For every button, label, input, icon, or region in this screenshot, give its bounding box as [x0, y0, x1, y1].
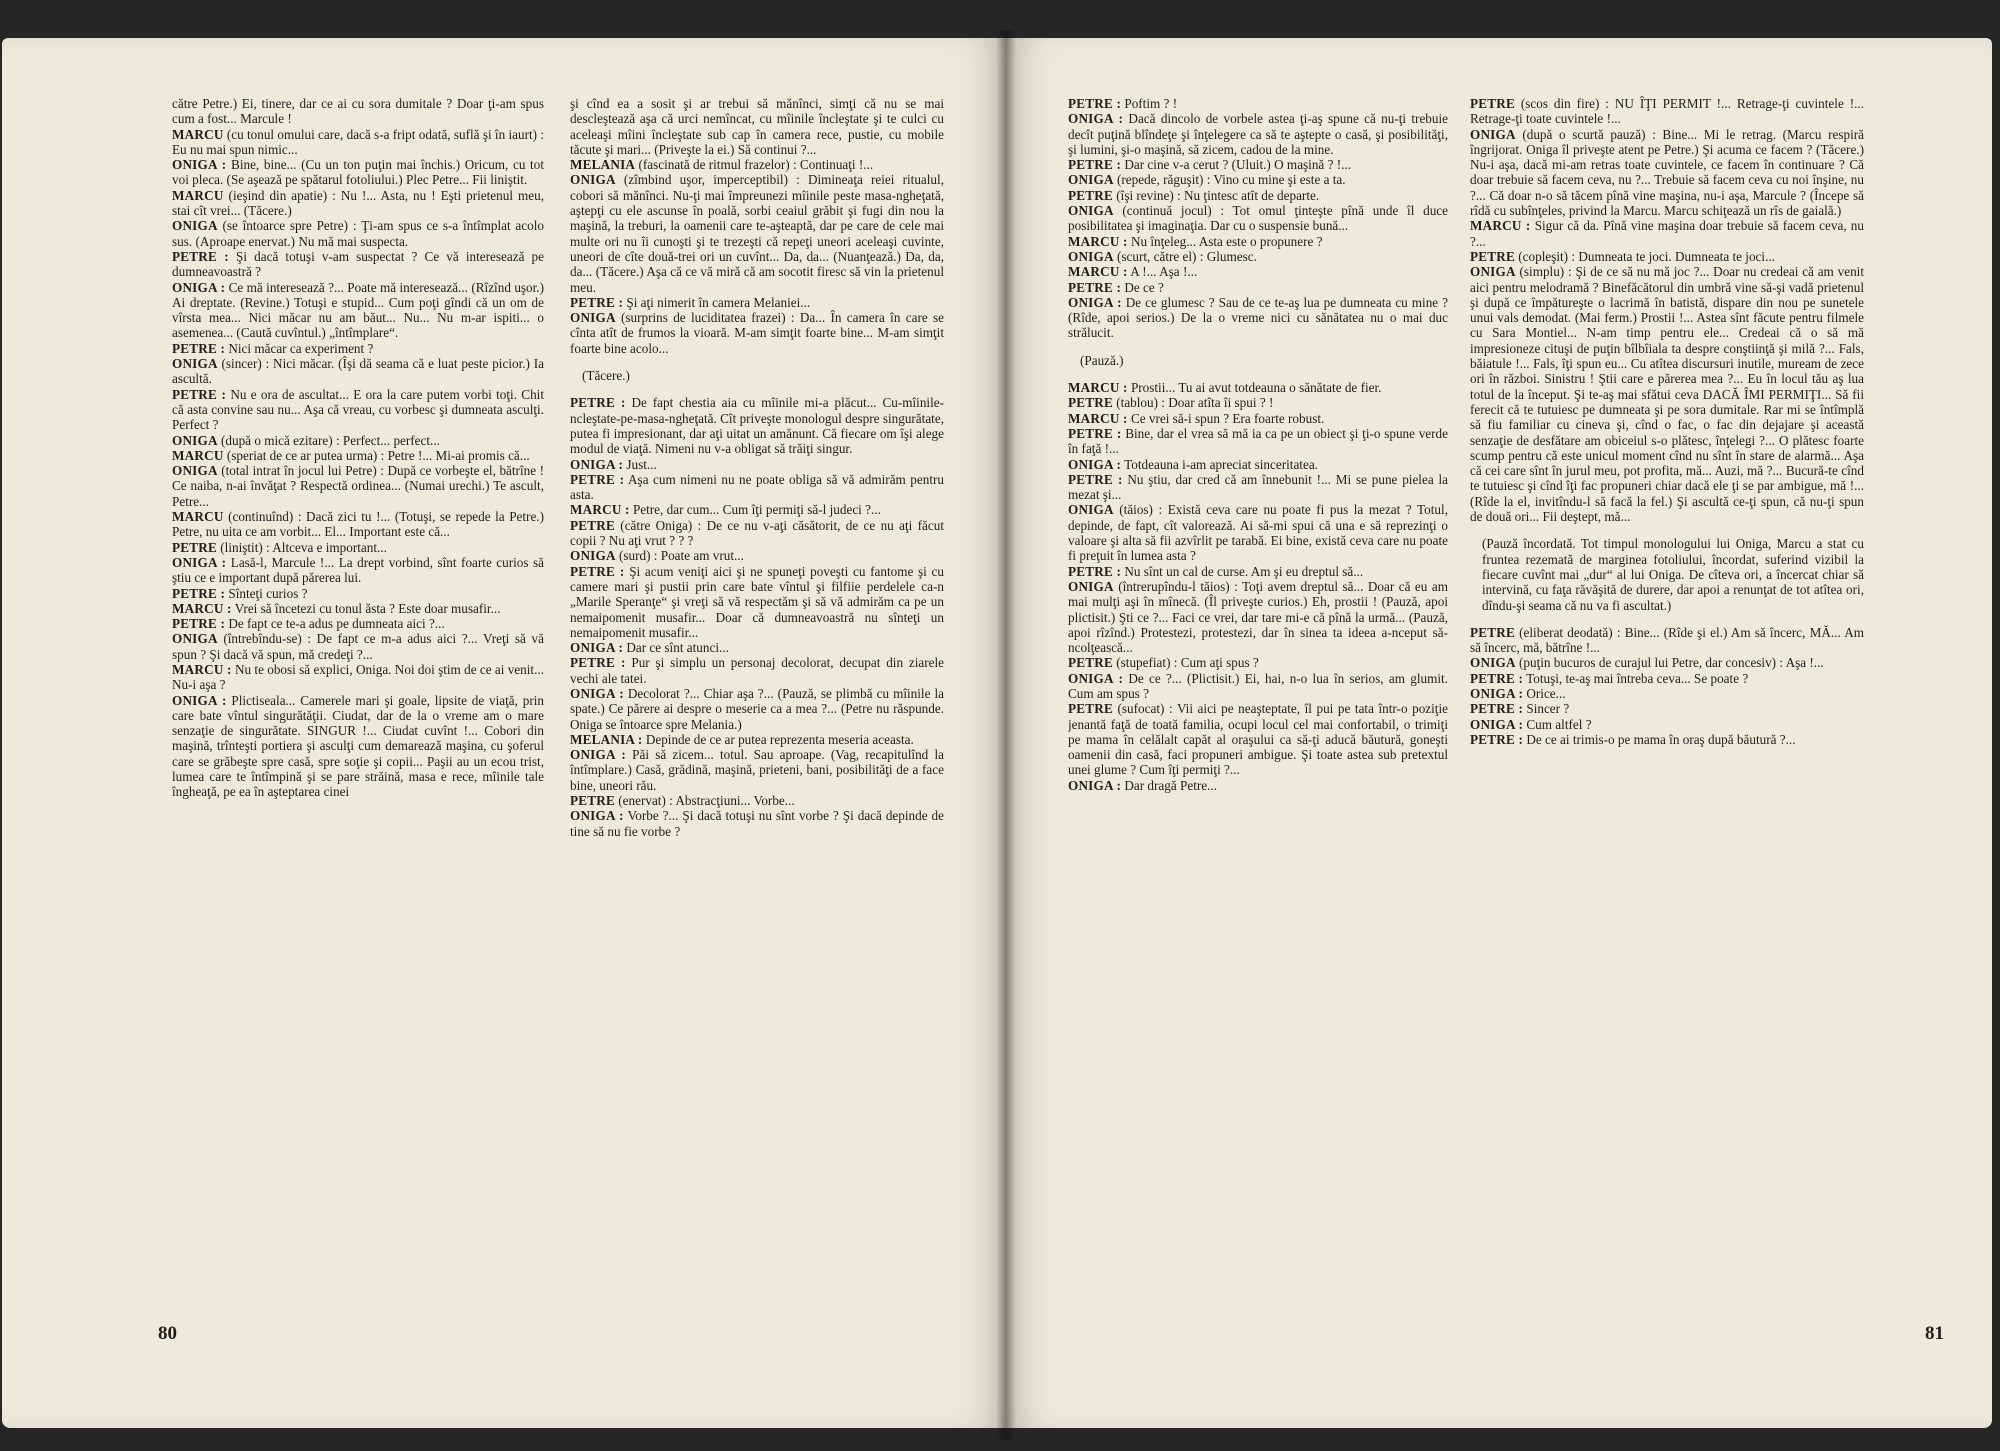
speaker-name: MARCU : — [172, 661, 232, 677]
dialogue-line — [1470, 127, 1864, 219]
dialogue-text: Plictiseala... Camerele mari şi goale, lipsite de viaţă, prin care bate vîntul singurătăţii. Ciudat, dar de la o vreme am o mare senzaţie de singurătate. SINGUR !... Ciudat cuvînt !... Cobori din maşină, trînteşti portiera şi asculţi cum demarează maşina, cu şoferul care se grăbeşte spre casă, spre soţie şi copii... Paşii au un ecou trist, lumea care te întîmpină şi se pare străină, masa e rece, mîinile tale îngheaţă, pe ea în aşteptarea cinei — [172, 692, 544, 800]
speaker-name: PETRE : — [1068, 157, 1122, 173]
dialogue-line — [570, 457, 944, 472]
dialogue-line — [172, 540, 544, 555]
speaker-name: ONIGA — [1068, 172, 1114, 188]
dialogue-line — [1470, 717, 1864, 732]
dialogue-line — [570, 395, 944, 456]
dialogue-text: (repede, răguşit) : Vino cu mine şi este a ta. — [1113, 172, 1346, 188]
dialogue-text: (speriat de ce ar putea urma) : Petre !... Mi-ai promis că... — [223, 447, 530, 463]
dialogue-line — [1470, 686, 1864, 701]
dialogue-line — [172, 341, 544, 356]
speaker-name: PETRE : — [172, 248, 229, 264]
speaker-name: ONIGA : — [570, 747, 626, 763]
dialogue-line — [1068, 655, 1448, 670]
dialogue-line — [1470, 264, 1864, 524]
dialogue-line — [570, 808, 944, 839]
speaker-name: PETRE : — [570, 395, 626, 411]
dialogue-text: Şi acum veniţi aici şi ne spuneţi poveşti cu fantome şi cu camere mari şi pustii prin care bate vîntul şi filfiie perdelele ca-n „Marile Speranţe“ şi vreţi să vă respectăm şi să vă admirăm ca pe un nemaipomenit musafir... Doar că dumneavoastră nu sînteţi un nemaipomenit musafir... — [570, 563, 944, 640]
dialogue-text: Petre, dar cum... Cum îţi permiţi să-l judeci ?... — [629, 502, 881, 518]
page-number-left: 80 — [158, 1323, 177, 1344]
dialogue-text: Pur şi simplu un personaj decolorat, decupat din ziarele vechi ale tatei. — [570, 655, 944, 686]
dialogue-text: Poftim ? ! — [1121, 96, 1178, 111]
speaker-name: PETRE : — [1470, 670, 1524, 686]
dialogue-text: A !... Aşa !... — [1127, 264, 1198, 280]
speaker-name: PETRE : — [1068, 563, 1122, 579]
speaker-name: PETRE — [1068, 701, 1113, 717]
speaker-name: ONIGA : — [570, 808, 624, 824]
dialogue-text: (copleşit) : Dumneata te joci. Dumneata te joci... — [1514, 248, 1775, 264]
speaker-name: ONIGA — [172, 356, 218, 372]
dialogue-text: (sufocat) : Vii aici pe neaşteptate, îl pui pe tata într-o poziţie jenantă faţă de toată familia, ocupi locul cel mai confortabil, o trimiţi pe mama în celălalt capăt al oraşului ca să-ţi aducă băutură, goneşti oamenii din casă, faci propuneri ambigue. Şi toate astea sub pretextul unei glume ? Cum îţi permiţi ?... — [1068, 701, 1448, 778]
dialogue-line — [1470, 625, 1864, 656]
dialogue-line — [172, 586, 544, 601]
speaker-name: MARCU : — [172, 600, 232, 616]
speaker-name: PETRE : — [172, 386, 227, 402]
dialogue-line — [1068, 426, 1448, 457]
dialogue-line — [1068, 264, 1448, 279]
dialogue-text: De ce glumesc ? Sau de ce te-aş lua pe dumneata cu mine ? (Rîde, apoi serios.) De la o vreme nici cu sănătatea nu o mai duc strălucit. — [1068, 294, 1448, 341]
dialogue-line — [1068, 249, 1448, 264]
stage-direction: (Pauză.) — [1080, 352, 1124, 368]
dialogue-text: Bine, bine... (Cu un ton puţin mai închis.) Oricum, cu tot voi pleca. (Se aşează pe spătarul fotoliului.) Plec Petre... Fii liniştit. — [172, 157, 544, 188]
dialogue-text: (continuînd) : Dacă zici tu !... (Totuşi, se repede la Petre.) Petre, nu uita ce am vorbit... El... Important este că... — [172, 509, 544, 540]
dialogue-line — [570, 793, 944, 808]
speaker-name: ONIGA : — [172, 692, 227, 708]
stage-direction: (Tăcere.) — [582, 368, 630, 384]
dialogue-text: Vorbe ?... Şi dacă totuşi nu sînt vorbe ? Şi dacă depinde de tine să nu fie vorbe ? — [570, 808, 944, 839]
page-number-right: 81 — [1925, 1323, 1944, 1344]
speaker-name: ONIGA — [1068, 248, 1114, 264]
dialogue-line — [1068, 203, 1448, 234]
dialogue-text: (continuă jocul) : Tot omul ţinteşte pînă unde îl duce posibilitatea şi imaginaţia. Dar cu o suspensie bună... — [1068, 203, 1448, 234]
speaker-name: PETRE : — [1470, 701, 1524, 717]
speaker-name: ONIGA — [172, 463, 218, 479]
speaker-name: PETRE : — [1068, 425, 1122, 441]
speaker-name: MARCU : — [1068, 264, 1128, 280]
speaker-name: PETRE : — [1068, 96, 1122, 111]
dialogue-text: Nici măcar ca experiment ? — [225, 340, 374, 356]
dialogue-text: (puţin bucuros de curajul lui Petre, dar concesiv) : Aşa !... — [1515, 655, 1824, 671]
dialogue-text: Şi aţi nimerit în camera Melaniei... — [623, 294, 811, 310]
dialogue-line — [172, 157, 544, 188]
speaker-name: ONIGA : — [1470, 716, 1524, 732]
dialogue-line — [570, 472, 944, 503]
speaker-name: PETRE : — [570, 563, 625, 579]
dialogue-line — [1068, 188, 1448, 203]
speaker-name: MARCU — [172, 187, 224, 203]
dialogue-line — [1068, 280, 1448, 295]
right-page-column-1 — [1068, 96, 1448, 1286]
dialogue-text: (liniştit) : Altceva e important... — [216, 539, 387, 555]
right-page-column-2 — [1470, 96, 1864, 1286]
dialogue-line — [172, 96, 544, 127]
speaker-name: MARCU — [172, 509, 224, 525]
dialogue-text: Nu e ora de ascultat... E ora la care putem vorbi toţi. Chit că asta convine sau nu... Aşa că vreau, cu vorbesc şi dumneata asculţi. Perfect ? — [172, 386, 544, 433]
speaker-name: PETRE : — [1068, 279, 1122, 295]
speaker-name: ONIGA — [570, 548, 616, 564]
dialogue-line — [172, 249, 544, 280]
speaker-name: PETRE — [172, 539, 217, 555]
dialogue-line — [570, 172, 944, 294]
dialogue-line — [570, 640, 944, 655]
speaker-name: ONIGA — [570, 310, 616, 326]
speaker-name: ONIGA : — [1068, 777, 1122, 793]
dialogue-text: Dar dragă Petre... — [1121, 777, 1217, 793]
dialogue-text: Prostii... Tu ai avut totdeauna o sănătate de fier. — [1127, 380, 1382, 396]
dialogue-text: Păi să zicem... totul. Sau aproape. (Vag, recapitulînd la întîmplare.) Casă, grădină, maşină, prieteni, bani, posibilităţi de a face bine, uneori rău. — [570, 747, 944, 793]
dialogue-line — [1068, 411, 1448, 426]
dialogue-line — [1068, 395, 1448, 410]
dialogue-text: Cum altfel ? — [1523, 716, 1592, 732]
dialogue-line — [172, 463, 544, 509]
dialogue-text: (scurt, către el) : Glumesc. — [1113, 248, 1257, 264]
speaker-name: PETRE — [1068, 395, 1113, 411]
dialogue-text: (simplu) : Şi de ce să nu mă joc ?... Doar nu credeai că am venit aici pentru melodramă ? Binefăcătorul din umbră vine să-şi vadă prietenul şi după ce împătureşte o lacrimă în batistă, dispare din nou pe sunetele unui vals demodat. (Mai ferm.) Prostii !... Astea sînt făcute pentru filmele cu Sara Montiel... N-am timp pentru ele... Credeai că o să mă impresioneze cituşi de puţin bîlbîiala ta despre conştiinţă şi milă ?... Fals, băiatule !... Fals, îţi spun eu... Cu atîtea discursuri inutile, muream de zece ori în război. Sinistru ! Ştii care e părerea mea ?... Eu în locul tău aş lua totul de la început. Şi te-aş mai sfătui ceva DACĂ ÎMI PERMIŢI... Să fii ferecit că te tutuiesc pe dumneata şi pe sora dumitale. Rar mi se întîmplă să fiu familiar cu cineva şi, cînd o fac, o fac din dejajare şi această senzaţie de desfătare am obiceiul s-o plătesc, înţelegi ?... O plătesc foarte scump pentru că este unicul moment cînd nu sînt în stare de alarmă... Aşa că cei care sînt în jurul meu, pot profita, mă... Auzi, mă ?... Bucură-te cînd te tutuiesc şi cînd îţi fac propuneri chiar dacă ele ţi se par ambigue, mă !... (Rîde la el, invitîndu-l să facă la fel.) Şi ascultă ce-ţi spun, că nu-ţi spun de două ori... Fii deştept, mă... — [1470, 264, 1864, 525]
dialogue-line — [1470, 249, 1864, 264]
speaker-name: ONIGA — [1470, 264, 1516, 280]
speaker-name: ONIGA : — [570, 685, 624, 701]
dialogue-text: Ce vrei să-i spun ? Era foarte robust. — [1127, 410, 1325, 426]
speaker-name: ONIGA — [1470, 126, 1516, 142]
speaker-name: ONIGA — [1068, 502, 1114, 518]
dialogue-line — [1068, 502, 1448, 563]
dialogue-line — [172, 448, 544, 463]
dialogue-line — [1470, 96, 1864, 127]
dialogue-line — [1068, 564, 1448, 579]
dialogue-line — [1068, 701, 1448, 777]
dialogue-line — [172, 601, 544, 616]
dialogue-text: Nu sînt un cal de curse. Am şi eu dreptul să... — [1121, 563, 1364, 579]
dialogue-line — [570, 295, 944, 310]
dialogue-line — [570, 564, 944, 640]
dialogue-text: (după o scurtă pauză) : Bine... Mi le retrag. (Marcu respiră îngrijorat. Oniga îl priveşte atent pe Petre.) Şi acuma ce facem ? (Tăcere.) Nu-i aşa, dacă mi-am retras toate cuvintele, ce facem în continuare ? Că doar trebuie să facem ceva, nu ?... Trebuie să facem ceva cu noi înşine, nu ?... Că doar n-o să tăcem pînă vine maşina, nu-i aşa, Marcule ? (Începe să rîdă cu subînţeles, privind la Marcu. Marcu schiţează un rîs de gaială.) — [1470, 126, 1864, 219]
dialogue-text: (tăios) : Există ceva care nu poate fi pus la mezat ? Totul, depinde, de fapt, cît valorează. Ai să-mi spui că una e să reprezinţi o valoare şi alta să fii azvîrlit pe tarabă. Ei bine, există ceva care nu poate fi preţuit în lumea asta ? — [1068, 502, 1448, 564]
left-page-column-1 — [172, 96, 544, 1286]
speaker-name: ONIGA — [1068, 578, 1114, 594]
speaker-name: MARCU : — [1068, 380, 1128, 396]
dialogue-text: (total intrat în jocul lui Petre) : După ce vorbeşte el, bătrîne ! Ce naiba, n-ai învăţat ? Respectă ordinea... (Numai urechi.) Te ascult, Petre... — [172, 463, 544, 509]
dialogue-text: Sincer ? — [1523, 701, 1570, 717]
speaker-name: PETRE : — [570, 655, 626, 671]
dialogue-text: (întrerupîndu-l tăios) : Toţi avem dreptul să... Doar că eu am mai mulţi aşi în mînecă. (Îl priveşte curios.) Eh, prostii ! (Pauză, apoi plictisit.) Şti ce ?... Faci ce vrei, dar tare mi-e că pînă la urmă... (Pauză, apoi rîzînd.) Protestezi, protestezi, dar în sinea ta ideea a-nceput să-ncolţească... — [1068, 578, 1448, 656]
dialogue-text: Nu înţeleg... Asta este o propunere ? — [1127, 233, 1323, 249]
speaker-name: ONIGA — [570, 172, 616, 188]
dialogue-line — [570, 686, 944, 732]
speaker-name: ONIGA : — [570, 640, 624, 656]
dialogue-text: Bine, dar el vrea să mă ia ca pe un obiect şi ţi-o spune verde în faţă !... — [1068, 425, 1448, 457]
dialogue-line — [570, 310, 944, 356]
dialogue-text: De fapt chestia aia cu mîinile mi-a plăcut... Cu-mîinile-ncleştate-pe-masa-ngheţată. Cît priveşte monologul despre singurătate, putea fi impresionant, dar aţi uitat un amănunt. Că fiecare om îşi alege modul de viaţă. Nimeni nu v-a obligat să trăiţi singur. — [570, 395, 944, 457]
dialogue-line — [172, 218, 544, 249]
dialogue-text: (surprins de luciditatea frazei) : Da... În camera în care se cînta atît de frumos la vioară. M-am simţit foarte bine... M-am simţit foarte bine acolo... — [570, 310, 944, 356]
stage-direction: (Pauză încordată. Tot timpul monologului lui Oniga, Marcu a stat cu fruntea rezemată de marginea fotoliului, încordat, suferind vizibil la fiecare cuvînt mai „dur“ al lui Oniga. De cîteva ori, a încercat chiar să intervină, cu faţa răvăşită de durere, dar apoi a renunţat de tot atîtea ori, dîndu-şi seama că nu va fi ascultat.) — [1482, 536, 1864, 613]
speaker-name: ONIGA : — [1068, 294, 1122, 310]
dialogue-text: Aşa cum nimeni nu ne poate obliga să vă admirăm pentru asta. — [570, 471, 944, 503]
speaker-name: PETRE : — [1068, 471, 1123, 487]
dialogue-text: şi cînd ea a sosit şi ar trebui să mănînci, simţi că nu se mai descleştează aşa că urci nemîncat, cu mîinile încleştate şi te culci cu aceleaşi mîini încleştate sub cap în camera rece, pustie, cu mobile tăcute şi mari... (Priveşte la ei.) Să continui ?... — [570, 96, 944, 157]
dialogue-text: către Petre.) Ei, tinere, dar ce ai cu sora dumitale ? Doar ţi-am spus cum a fost... Marcule ! — [172, 96, 544, 127]
dialogue-line — [1068, 96, 1448, 111]
dialogue-line — [172, 280, 544, 341]
dialogue-line — [172, 693, 544, 800]
dialogue-text: Ce mă interesează ?... Poate mă interesează... (Rîzînd uşor.) Ai dreptate. (Revine.) Totuşi e stupid... Cum poţi gîndi că un om de vîrsta mea... Nici măcar nu am băut... Nu... Nu m-ar ispiti... o asemenea... (Caută cuvîntul.) „întîmplare“. — [172, 279, 544, 341]
speaker-name: MELANIA — [570, 157, 636, 173]
dialogue-text: Nu ştiu, dar cred că am înnebunit !... Mi se pune pielea la mezat şi... — [1068, 471, 1448, 503]
speaker-name: MELANIA : — [570, 731, 643, 747]
speaker-name: ONIGA : — [1470, 685, 1524, 701]
dialogue-line — [172, 127, 544, 158]
dialogue-text: (se întoarce spre Petre) : Ţi-am spus ce s-a întîmplat acolo sus. (Aproape enervat.) Nu mă mai suspecta. — [172, 218, 544, 249]
dialogue-text: (îşi revine) : Nu ţintesc atît de departe. — [1112, 187, 1320, 203]
dialogue-line — [570, 548, 944, 563]
right-page — [1006, 38, 1992, 1428]
dialogue-line — [1068, 234, 1448, 249]
dialogue-text: (surd) : Poate am vrut... — [615, 548, 744, 564]
dialogue-text: Just... — [623, 456, 657, 472]
speaker-name: PETRE : — [172, 585, 226, 601]
dialogue-line — [1470, 655, 1864, 670]
dialogue-text: Totdeauna i-am apreciat sinceritatea. — [1121, 456, 1318, 472]
dialogue-line — [570, 655, 944, 686]
dialogue-text: Sigur că da. Pînă vine maşina doar trebuie să facem ceva, nu ?... — [1470, 218, 1864, 249]
speaker-name: ONIGA : — [570, 456, 624, 472]
dialogue-text: (fascinată de ritmul frazelor) : Continuaţi !... — [635, 157, 874, 173]
dialogue-line — [172, 387, 544, 433]
dialogue-line — [1470, 218, 1864, 249]
speaker-name: PETRE — [1068, 187, 1113, 203]
left-page — [2, 38, 1006, 1428]
dialogue-text: Decolorat ?... Chiar aşa ?... (Pauză, se plimbă cu mîinile la spate.) Ce părere ai despre o meserie ca a mea ?... (Petre nu răspunde. Oniga se întoarce spre Melania.) — [570, 685, 944, 732]
dialogue-text: Şi dacă totuşi v-am suspectat ? Ce vă interesează pe dumneavoastră ? — [172, 248, 544, 280]
dialogue-line — [172, 356, 544, 387]
speaker-name: PETRE — [1068, 655, 1113, 671]
dialogue-text: (enervat) : Abstracţiuni... Vorbe... — [614, 793, 795, 809]
dialogue-line — [1470, 732, 1864, 747]
speaker-name: PETRE : — [570, 471, 625, 487]
dialogue-line — [1068, 457, 1448, 472]
dialogue-text: (după o mică ezitare) : Perfect... perfect... — [217, 432, 440, 448]
speaker-name: PETRE — [1470, 624, 1515, 640]
speaker-name: PETRE — [570, 793, 615, 809]
speaker-name: MARCU — [172, 447, 224, 463]
dialogue-line — [1470, 671, 1864, 686]
book-spine — [996, 30, 1016, 1440]
speaker-name: ONIGA : — [172, 157, 227, 173]
left-page-column-2 — [570, 96, 944, 1286]
speaker-name: ONIGA — [1068, 203, 1114, 219]
speaker-name: MARCU — [172, 126, 224, 142]
dialogue-line — [1068, 472, 1448, 503]
dialogue-line — [172, 188, 544, 219]
speaker-name: MARCU : — [1068, 233, 1128, 249]
dialogue-line — [172, 662, 544, 693]
speaker-name: PETRE — [570, 517, 615, 533]
dialogue-line — [570, 518, 944, 549]
dialogue-text: De ce ai trimis-o pe mama în oraş după băutură ?... — [1523, 731, 1796, 747]
speaker-name: ONIGA — [172, 432, 218, 448]
dialogue-text: De fapt ce te-a adus pe dumneata aici ?... — [225, 616, 445, 632]
dialogue-text: Totuşi, te-aş mai întreba ceva... Se poate ? — [1523, 670, 1749, 686]
dialogue-text: (eliberat deodată) : Bine... (Rîde şi el.) Am să încerc, MĂ... Am să încerc, mă, bătrîne !... — [1470, 624, 1864, 656]
dialogue-text: Dar cine v-a cerut ? (Uluit.) O maşină ? !... — [1121, 157, 1352, 173]
dialogue-text: (cu tonul omului care, dacă s-a fript odată, suflă şi în iaurt) : Eu nu mai spun nimic... — [172, 126, 544, 157]
speaker-name: PETRE : — [172, 340, 226, 356]
dialogue-line — [570, 502, 944, 517]
dialogue-text: Dacă dincolo de vorbele astea ţi-aş spune că nu-ţi trebuie decît puţină blîndeţe şi înţelegere ca să te aştepte o casă, şi posibilităţi, şi lumini, şi-o maşină, să zicem, cadou de la mine. — [1068, 111, 1448, 157]
dialogue-line — [1068, 111, 1448, 157]
speaker-name: MARCU : — [1068, 410, 1128, 426]
speaker-name: ONIGA : — [172, 279, 226, 295]
dialogue-text: Orice... — [1523, 685, 1566, 701]
dialogue-text: (scos din fire) : NU ÎŢI PERMIT !... Retrage-ţi cuvintele !... Retrage-ţi toate cuvintele !... — [1470, 96, 1864, 127]
dialogue-text: (stupefiat) : Cum aţi spus ? — [1112, 655, 1259, 671]
dialogue-text: Depinde de ce ar putea reprezenta meseria aceasta. — [642, 731, 914, 747]
dialogue-line — [172, 555, 544, 586]
dialogue-line — [1068, 778, 1448, 793]
speaker-name: PETRE : — [1470, 731, 1524, 747]
speaker-name: ONIGA : — [1068, 456, 1122, 472]
dialogue-text: (ieşind din apatie) : Nu !... Asta, nu ! Eşti prietenul meu, stai cît vrei... (Tăcere.) — [172, 187, 544, 219]
dialogue-line — [570, 732, 944, 747]
dialogue-line — [1068, 671, 1448, 702]
dialogue-line — [1068, 172, 1448, 187]
dialogue-text: Dar ce sînt atunci... — [623, 640, 729, 656]
speaker-name: PETRE : — [570, 294, 624, 310]
speaker-name: ONIGA — [1470, 655, 1516, 671]
speaker-name: ONIGA — [172, 218, 218, 234]
dialogue-line — [1068, 380, 1448, 395]
dialogue-line — [570, 157, 944, 172]
dialogue-text: Vrei să încetezi cu tonul ăsta ? Este doar musafir... — [231, 600, 501, 616]
dialogue-line — [1470, 701, 1864, 716]
speaker-name: PETRE : — [172, 616, 226, 632]
dialogue-text: De ce ? — [1121, 279, 1164, 295]
dialogue-text: De ce ?... (Plictisit.) Ei, hai, n-o lua în serios, am glumit. Cum am spus ? — [1068, 670, 1448, 701]
dialogue-line — [172, 631, 544, 662]
dialogue-line — [172, 509, 544, 540]
dialogue-line — [570, 96, 944, 157]
speaker-name: PETRE — [1470, 248, 1515, 264]
dialogue-text: (sincer) : Nici măcar. (Îşi dă seama că e luat peste picior.) Ia ascultă. — [172, 356, 544, 387]
dialogue-text: Sînteţi curios ? — [225, 585, 308, 601]
dialogue-line — [172, 616, 544, 631]
speaker-name: ONIGA : — [1068, 670, 1124, 686]
dialogue-line — [1068, 157, 1448, 172]
speaker-name: ONIGA : — [172, 554, 227, 570]
dialogue-line — [172, 433, 544, 448]
speaker-name: MARCU : — [1470, 218, 1531, 234]
dialogue-text: (tablou) : Doar atîta îi spui ? ! — [1112, 395, 1274, 411]
dialogue-text: (întrebîndu-se) : De fapt ce m-a adus aici ?... Vreţi să vă spun ? Şi dacă vă spun, mă credeţi ?... — [172, 631, 544, 662]
speaker-name: ONIGA — [172, 631, 218, 647]
speaker-name: PETRE — [1470, 96, 1515, 111]
dialogue-text: Nu te obosi să explici, Oniga. Noi doi ştim de ce ai venit... Nu-i aşa ? — [172, 661, 544, 693]
dialogue-line — [1068, 579, 1448, 655]
dialogue-text: (către Oniga) : De ce nu v-aţi căsătorit, de ce nu aţi făcut copii ? Nu aţi vrut ? ? ? — [570, 517, 944, 549]
speaker-name: ONIGA : — [1068, 111, 1124, 127]
dialogue-line — [1068, 295, 1448, 341]
dialogue-text: Lasă-l, Marcule !... La drept vorbind, sînt foarte curios să ştiu ce e important după părerea lui. — [172, 554, 544, 586]
speaker-name: MARCU : — [570, 502, 630, 518]
dialogue-text: (zîmbind uşor, imperceptibil) : Dimineaţa reiei ritualul, cobori să mănînci. Nu-ţi mai împreunezi mîinile peste masa-ngheţată, aştepţi cu ele ascunse în poală, sorbi ceaiul grăbit şi fugi din nou la maşină, la treburi, la oamenii care te-aşteaptă, dar pe care de cele mai multe ori nu îi cunoşti şi te trezeşti că repeţi uneori aceleaşi cuvinte, uneori de cîte două-trei ori un cuvînt... Da, da... (Nuanţează.) Da, da, da... (Tăcere.) Aşa că ce vă miră că am socotit firesc să vin la prietenul meu. — [570, 172, 944, 295]
dialogue-line — [570, 747, 944, 793]
